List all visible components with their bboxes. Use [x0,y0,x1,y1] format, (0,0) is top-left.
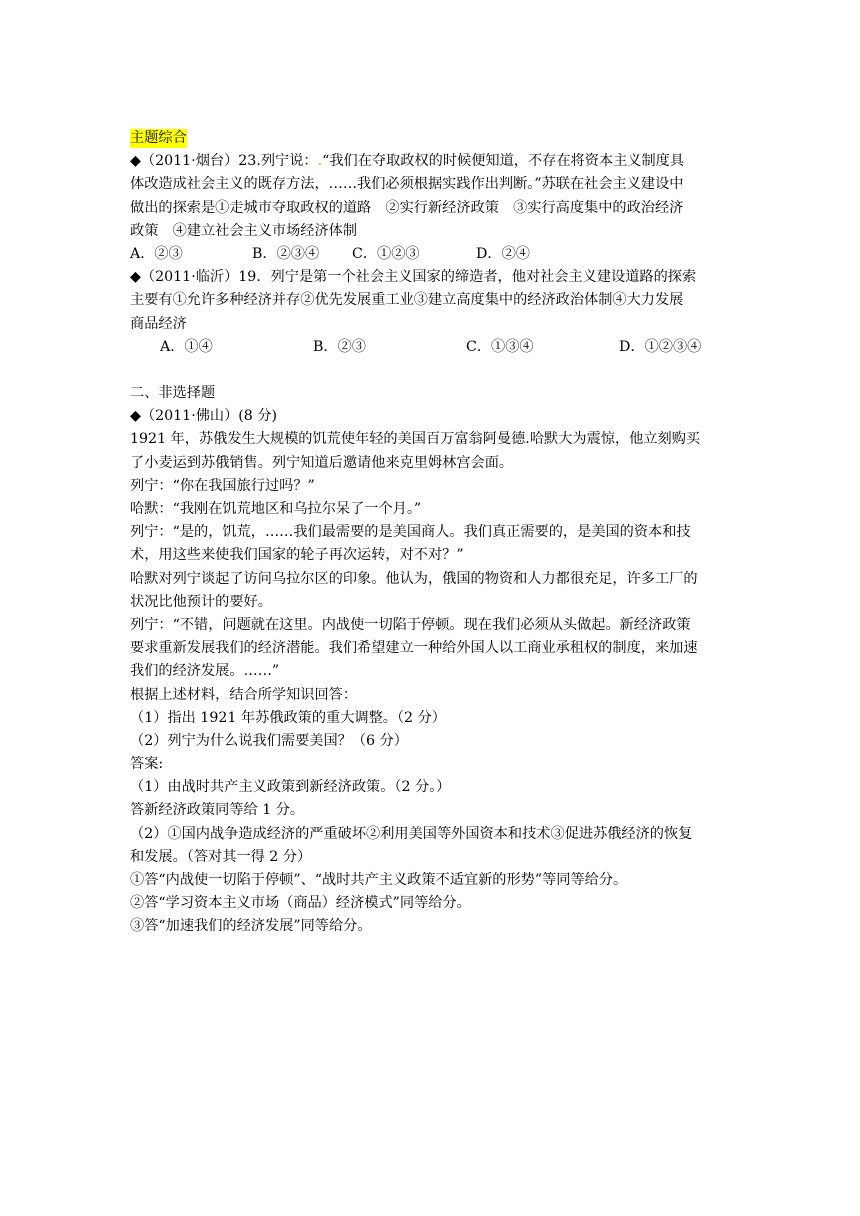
material-line: 1921 年，苏俄发生大规模的饥荒使年轻的美国百万富翁阿曼德.哈默大为震惊，他立刻购买 [130,431,701,448]
answer-line: （1）由战时共产主义政策到新经济政策。（2 分。） [130,779,451,796]
answer-line: 和发展。（答对其一得 2 分） [130,848,312,865]
option-a: A．①④ [160,338,213,355]
question-1-line: 政策 ④建立社会主义市场经济体制 [130,222,358,239]
answer-line: ②答“学习资本主义市场（商品）经济模式”同等给分。 [130,895,471,912]
question-2-line: 主要有①允许多种经济并存②优先发展重工业③建立高度集中的经济政治体制④大力发展 [130,292,684,309]
option-d: D．②④ [476,245,530,262]
question-2-line: ◆（2011·临沂）19．列宁是第一个社会主义国家的缔造者，他对社会主义建设道路的探索 [130,269,697,286]
dialogue-line: 我们的经济发展。……” [130,663,280,680]
question-1-stem-start: ◆（2011·烟台）23.列宁说： [130,153,318,170]
answer-line: ③答“加速我们的经济发展”同等给分。 [130,918,372,935]
answer-line: ①答“内战使一切陷于停顿”、“战时共产主义政策不适宜新的形势”等同等给分。 [130,872,628,888]
option-b: B．②③④ [252,245,320,262]
dialogue-line: 术，用这些来使我们国家的轮子再次运转，对不对？” [130,547,464,564]
option-c: C．①②③ [352,245,420,262]
question-2 [130,266,736,359]
question-2-options [130,336,736,359]
question-2-line: 商品经济 [130,315,187,332]
dialogue-line: 哈默：“我刚在饥荒地区和乌拉尔呆了一个月。” [130,501,422,517]
option-b: B．②③ [313,338,366,355]
question-1-stem-quote: “我们在夺取政权的时候便知道，不存在将资本主义制度具 [322,153,685,170]
material-line: 了小麦运到苏俄销售。列宁知道后邀请他来克里姆林宫会面。 [130,454,514,471]
sub-question: （1）指出 1921 年苏俄政策的重大调整。（2 分） [130,709,446,726]
question-1-line: 做出的探索是①走城市夺取政权的道路 ②实行新经济政策 ③实行高度集中的政治经济 [130,199,684,216]
part-two-heading: 二、非选择题 [130,385,216,402]
question-1 [130,150,736,266]
sub-question: （2）列宁为什么说我们需要美国？（6 分） [130,732,408,749]
dialogue-line: 列宁：“你在我国旅行过吗？” [130,477,315,494]
question-3-header: ◆（2011·佛山）(8 分) [130,408,278,425]
option-a: A．②③ [130,245,183,262]
answer-line: 答新经济政策同等给 1 分。 [130,802,305,819]
answer-line: （2）①国内战争造成经济的严重破坏②利用美国等外国资本和技术③促进苏俄经济的恢复 [130,825,693,842]
question-1-line: 体改造成社会主义的既存方法，……我们必须根据实践作出判断。”苏联在社会主义建设中 [130,176,684,193]
option-d: D．①②③④ [619,338,702,355]
dialogue-line: 要求重新发展我们的经济潜能。我们希望建立一种给外国人以工商业承租权的制度，来加速 [130,640,698,657]
dialogue-line: 列宁：“不错，问题就在这里。内战使一切陷于停顿。现在我们必须从头做起。新经济政策 [130,616,691,633]
highlight-mark: . [317,153,323,170]
dialogue-line: 列宁：“是的，饥荒，……我们最需要的是美国商人。我们真正需要的，是美国的资本和技 [130,524,691,541]
document-page [130,127,736,939]
spacer [130,359,736,382]
question-1-options [130,243,736,266]
material-line: 状况比他预计的要好。 [130,593,272,610]
question-3 [130,405,736,938]
question-1-line [130,150,736,173]
instruction-line: 根据上述材料，结合所学知识回答： [130,686,358,703]
section-label-highlight: 主题综合 [130,130,187,146]
option-c: C．①③④ [466,338,534,355]
answer-heading: 答案: [130,756,164,773]
section-heading [130,127,736,150]
material-line: 哈默对列宁谈起了访问乌拉尔区的印象。他认为，俄国的物资和人力都很充足，许多工厂的 [130,570,698,587]
